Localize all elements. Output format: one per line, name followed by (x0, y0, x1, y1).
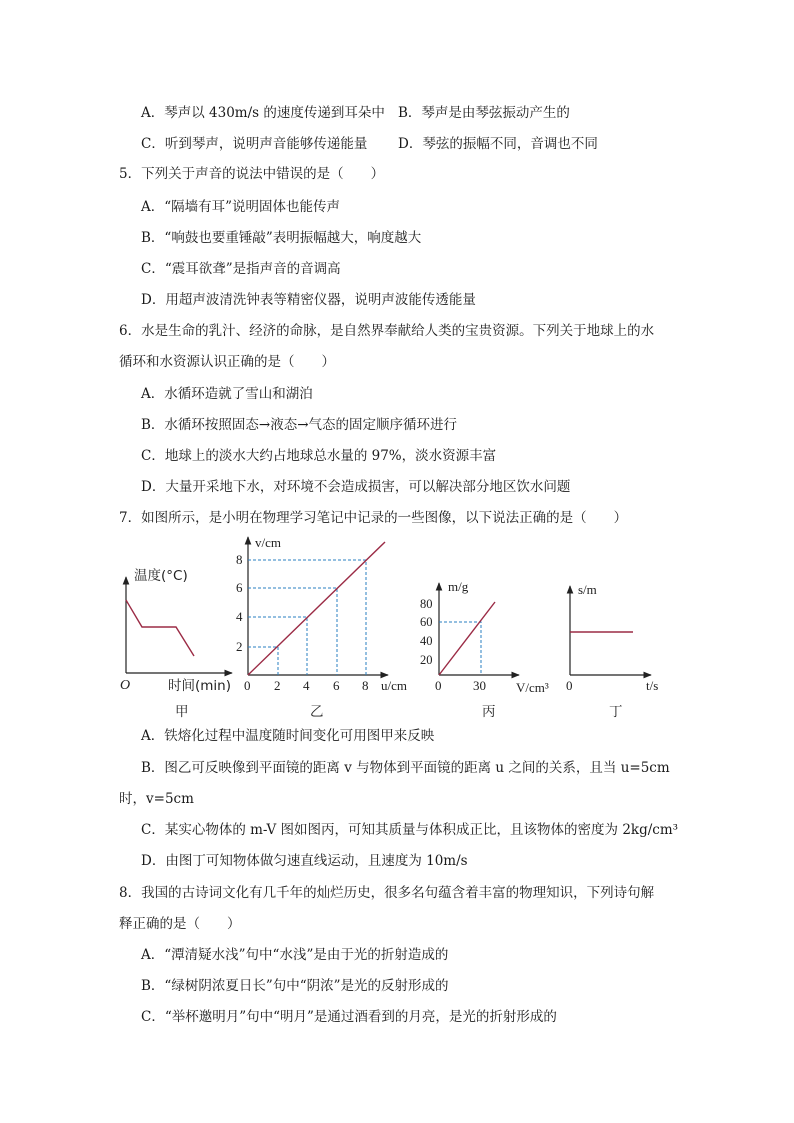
yi-xtick-8: 8 (362, 678, 369, 693)
yi-x-label: u/cm (381, 678, 407, 693)
yi-xtick-4: 4 (303, 678, 310, 693)
figure-ding (566, 582, 658, 720)
figure-yi (236, 535, 407, 720)
q6-stem-line2: 循环和水资源认识正确的是（ ） (119, 354, 335, 370)
q7-option-c: C．某实心物体的 m-V 图如图丙，可知其质量与体积成正比，且该物体的密度为 2kg/cm³ (141, 822, 679, 838)
bing-ytick-80: 80 (420, 597, 433, 611)
q7-stem: 7．如图所示，是小明在物理学习笔记中记录的一些图像，以下说法正确的是（ ） (119, 510, 628, 526)
q8-option-a: A．“潭清疑水浅”句中“水浅”是由于光的折射造成的 (141, 947, 449, 963)
q5-option-b: B．“响鼓也要重锤敲”表明振幅越大，响度越大 (141, 230, 422, 246)
figure-jia (120, 567, 232, 720)
bing-xtick-0: 0 (435, 678, 442, 693)
yi-ytick-2: 2 (236, 639, 243, 654)
yi-line (248, 542, 385, 675)
bing-y-label: m/g (448, 579, 469, 594)
jia-curve (126, 600, 194, 656)
q8-stem-line1: 8．我国的古诗词文化有几千年的灿烂历史，很多名句蕴含着丰富的物理知识，下列诗句解 (119, 885, 655, 901)
jia-caption: 甲 (175, 704, 189, 720)
q7-option-b-line2: 时，v=5cm (119, 791, 194, 807)
q4-option-a: A．琴声以 430m/s 的速度传递到耳朵中 (141, 105, 385, 121)
q7-option-b-line1: B．图乙可反映像到平面镜的距离 v 与物体到平面镜的距离 u 之间的关系，且当 u=5cm (141, 760, 670, 776)
q8-option-b: B．“绿树阴浓夏日长”句中“阴浓”是光的反射形成的 (141, 978, 449, 994)
q6-option-d: D．大量开采地下水，对环境不会造成损害，可以解决部分地区饮水问题 (141, 479, 571, 495)
q8-stem-line2: 释正确的是（ ） (119, 916, 241, 932)
ding-caption: 丁 (609, 704, 623, 720)
figure-bing (420, 579, 549, 720)
yi-ytick-6: 6 (236, 580, 243, 595)
ding-y-label: s/m (578, 582, 597, 597)
jia-y-label: 温度(°C) (134, 568, 188, 584)
bing-ytick-20: 20 (420, 653, 433, 667)
ding-origin: 0 (566, 678, 573, 693)
bing-x-label: V/cm³ (516, 680, 549, 695)
q7-option-a: A．铁熔化过程中温度随时间变化可用图甲来反映 (141, 728, 435, 744)
q4-option-d: D．琴弦的振幅不同，音调也不同 (398, 136, 598, 152)
q6-option-c: C．地球上的淡水大约占地球总水量的 97%，淡水资源丰富 (141, 448, 497, 464)
q8-option-c: C．“举杯邀明月”句中“明月”是通过酒看到的月亮，是光的折射形成的 (141, 1009, 557, 1025)
yi-y-label: v/cm (255, 535, 281, 550)
yi-xtick-6: 6 (333, 678, 340, 693)
jia-x-label: 时间(min) (168, 678, 231, 694)
q7-figures (0, 530, 794, 740)
q4-option-b: B．琴声是由琴弦振动产生的 (398, 105, 570, 121)
q4-option-c: C．听到琴声，说明声音能够传递能量 (141, 136, 368, 152)
q7-option-d: D．由图丁可知物体做匀速直线运动，且速度为 10m/s (141, 853, 468, 869)
ding-x-label: t/s (646, 678, 659, 693)
yi-xtick-2: 2 (274, 678, 281, 693)
bing-ytick-60: 60 (420, 615, 433, 629)
q5-option-a: A．“隔墙有耳”说明固体也能传声 (141, 199, 341, 215)
q6-option-b: B．水循环按照固态→液态→气态的固定顺序循环进行 (141, 417, 458, 433)
jia-origin: O (120, 678, 131, 693)
yi-ytick-8: 8 (236, 552, 243, 567)
bing-ytick-40: 40 (420, 634, 433, 648)
bing-xtick-30: 30 (473, 678, 486, 693)
q6-stem-line1: 6．水是生命的乳汁、经济的命脉，是自然界奉献给人类的宝贵资源。下列关于地球上的水 (119, 323, 655, 339)
yi-ytick-4: 4 (236, 609, 243, 624)
yi-xtick-0: 0 (244, 678, 251, 693)
q5-option-c: C．“震耳欲聋”是指声音的音调高 (141, 261, 341, 277)
bing-line (439, 602, 495, 675)
q5-option-d: D．用超声波清洗钟表等精密仪器，说明声波能传透能量 (141, 292, 476, 308)
bing-caption: 丙 (482, 704, 496, 720)
yi-caption: 乙 (310, 704, 324, 720)
q6-option-a: A．水循环造就了雪山和湖泊 (141, 386, 313, 402)
q5-stem: 5．下列关于声音的说法中错误的是（ ） (119, 166, 385, 182)
